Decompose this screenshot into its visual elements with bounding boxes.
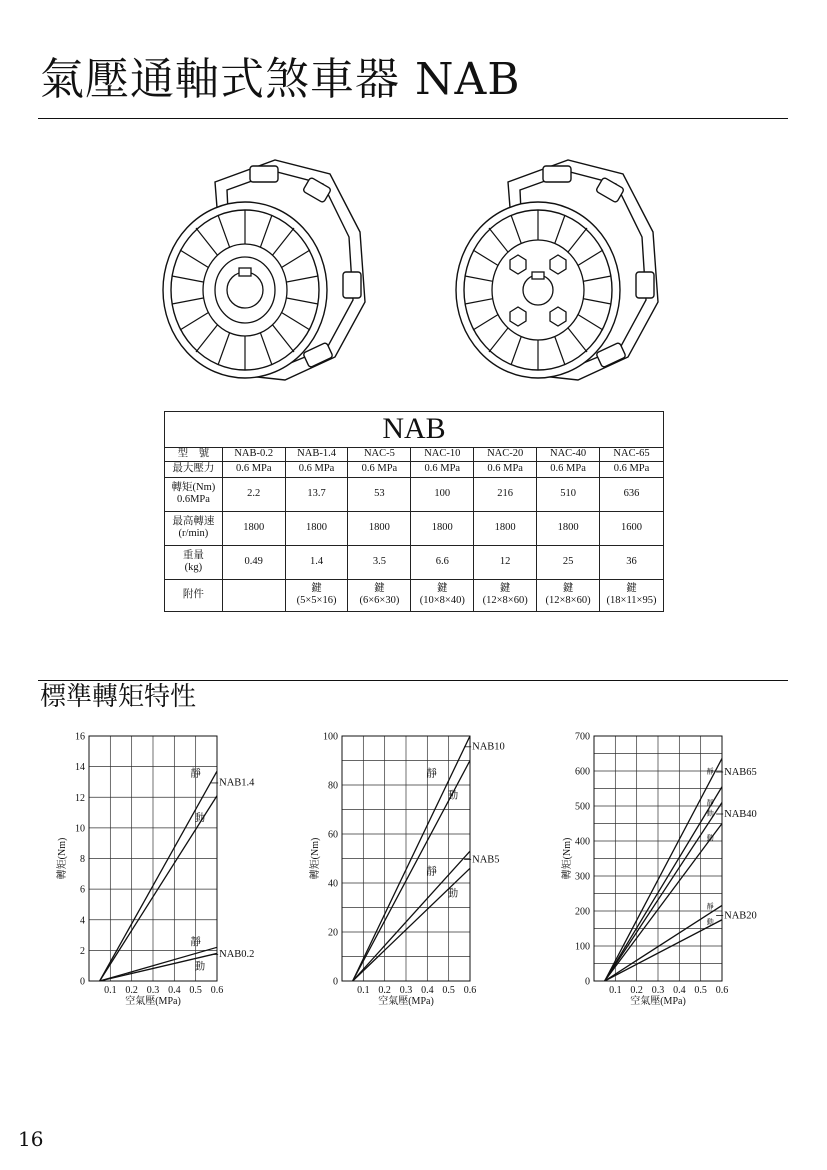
- spec-cell: [285, 461, 348, 477]
- page-number: 16: [18, 1127, 44, 1151]
- x-tick-label: 0.1: [357, 985, 370, 996]
- series-annotation: 靜: [706, 902, 714, 911]
- series-annotation: NAB20: [724, 910, 757, 922]
- spec-cell-value: 100: [434, 487, 451, 499]
- spec-cell: [411, 447, 474, 461]
- spec-cell-value: NAC-5: [363, 447, 395, 459]
- series-line: [100, 771, 217, 981]
- series-annotation: 動: [194, 961, 206, 973]
- x-tick-label: 0.2: [125, 985, 138, 996]
- series-annotation: 動: [706, 834, 714, 842]
- series-line: [605, 905, 722, 981]
- spec-row-label-sub: 0.6MPa: [176, 494, 210, 505]
- x-tick-label: 0.5: [442, 985, 455, 996]
- spec-cell-value: 13.7: [307, 487, 326, 499]
- spec-cell: [348, 461, 411, 477]
- series-line: [605, 758, 722, 981]
- spec-row-label: [165, 579, 223, 611]
- spec-cell-value: 0.6 MPa: [298, 462, 335, 474]
- spec-cell: [474, 545, 537, 579]
- spec-cell-value: 1.4: [309, 555, 324, 567]
- spec-cell: [411, 545, 474, 579]
- torque-chart-medium: [308, 728, 528, 1013]
- spec-cell: [537, 477, 600, 511]
- spec-cell-value: 510: [560, 487, 576, 499]
- spec-cell-value: 鍵: [626, 582, 637, 594]
- spec-cell-value: NAB-0.2: [234, 447, 274, 459]
- x-axis-label: 空氣壓(MPa): [630, 996, 686, 1007]
- y-axis-label: 轉矩(Nm): [57, 837, 68, 880]
- spec-cell-value: NAB-1.4: [297, 447, 336, 459]
- y-tick-label: 16: [75, 731, 85, 743]
- spec-row-label: [165, 545, 223, 579]
- spec-cell: [411, 461, 474, 477]
- spec-cell: [474, 579, 537, 611]
- series-line: [605, 920, 722, 981]
- spec-cell-value: 6.6: [435, 555, 449, 567]
- y-tick-label: 400: [575, 836, 590, 848]
- spec-cell-value: 鍵: [562, 582, 574, 594]
- spec-cell-value: 0.6 MPa: [613, 462, 650, 474]
- y-tick-label: 14: [75, 762, 85, 774]
- spec-cell: [348, 477, 411, 511]
- spec-cell-value: 0.6 MPa: [361, 462, 398, 474]
- spec-cell-value: NAC-65: [613, 447, 650, 459]
- spec-row: [165, 579, 664, 611]
- spec-cell-value: 鍵: [311, 582, 322, 594]
- spec-cell: [600, 461, 664, 477]
- spec-row-label-text: 轉矩(Nm): [171, 481, 216, 493]
- spec-cell: [600, 477, 664, 511]
- series-annotation: NAB5: [472, 854, 500, 866]
- series-annotation: 動: [447, 888, 459, 900]
- series-annotation: 靜: [190, 768, 201, 780]
- spec-cell: [411, 511, 474, 545]
- y-tick-label: 200: [575, 906, 590, 918]
- y-tick-label: 700: [575, 731, 590, 743]
- spec-cell: [222, 579, 285, 611]
- x-tick-label: 0.3: [146, 985, 160, 996]
- y-tick-label: 12: [75, 792, 85, 804]
- series-annotation: 動: [447, 790, 459, 802]
- spec-cell: [222, 511, 285, 545]
- series-annotation: NAB40: [724, 808, 757, 820]
- spec-cell-sub: (6×6×30): [359, 595, 400, 606]
- series-annotation: NAB65: [724, 766, 757, 778]
- brake-drawing-bolted: [448, 152, 668, 387]
- x-tick-label: 0.6: [463, 985, 477, 996]
- spec-cell-value: 636: [623, 487, 640, 499]
- spec-row: [165, 447, 664, 461]
- y-tick-label: 4: [80, 915, 85, 927]
- brake-drawing-keyed: [155, 152, 370, 387]
- spec-row-label-text: 最大壓力: [172, 462, 215, 474]
- spec-table: [164, 411, 664, 612]
- x-tick-label: 0.1: [609, 985, 622, 996]
- x-tick-label: 0.5: [189, 985, 202, 996]
- spec-cell: [411, 579, 474, 611]
- spec-row-label-text: 最高轉速: [172, 515, 215, 527]
- spec-cell-sub: (10×8×40): [419, 595, 465, 606]
- y-tick-label: 80: [328, 780, 338, 792]
- spec-cell: [285, 447, 348, 461]
- spec-cell: [222, 477, 285, 511]
- spec-cell-value: 1800: [243, 521, 265, 533]
- x-axis-label: 空氣壓(MPa): [125, 996, 181, 1007]
- spec-cell-value: 53: [374, 487, 385, 499]
- y-tick-label: 0: [80, 976, 85, 988]
- spec-cell: [474, 511, 537, 545]
- spec-cell-sub: (18×11×95): [606, 595, 657, 606]
- series-annotation: 動: [706, 809, 714, 818]
- spec-row-label-sub: (r/min): [178, 528, 209, 539]
- series-annotation: NAB10: [472, 741, 505, 753]
- spec-cell-value: 0.49: [244, 555, 263, 567]
- spec-cell-value: 1800: [557, 521, 579, 533]
- torque-chart-large: [560, 728, 790, 1013]
- spec-cell-value: 鍵: [499, 582, 511, 594]
- spec-cell: [537, 461, 600, 477]
- y-tick-label: 6: [80, 884, 85, 896]
- y-tick-label: 20: [328, 927, 338, 939]
- x-tick-label: 0.4: [421, 985, 434, 996]
- x-axis-label: 空氣壓(MPa): [378, 996, 434, 1007]
- y-axis-label: 轉矩(Nm): [310, 837, 321, 880]
- spec-cell-value: 216: [497, 487, 514, 499]
- x-tick-label: 0.4: [673, 985, 686, 996]
- spec-cell: [600, 511, 664, 545]
- spec-cell: [348, 579, 411, 611]
- spec-cell-value: 0.6 MPa: [487, 462, 523, 474]
- spec-cell-value: NAC-40: [549, 447, 587, 459]
- spec-cell: [348, 545, 411, 579]
- spec-cell: [285, 579, 348, 611]
- series-annotation: 靜: [706, 767, 714, 776]
- y-tick-label: 100: [323, 731, 338, 743]
- spec-row-label-text: 型 號: [177, 447, 210, 459]
- spec-cell-sub: (12×8×60): [545, 595, 591, 606]
- spec-cell: [222, 545, 285, 579]
- spec-cell: [285, 477, 348, 511]
- spec-row: [165, 511, 664, 545]
- spec-cell-sub: (5×5×16): [296, 595, 337, 606]
- spec-cell-value: 1600: [621, 521, 642, 533]
- series-annotation: 動: [706, 918, 714, 926]
- spec-cell-value: 鍵: [374, 582, 385, 594]
- y-tick-label: 2: [80, 945, 85, 957]
- section-rule: [38, 680, 788, 681]
- spec-cell: [600, 447, 664, 461]
- y-tick-label: 500: [575, 801, 590, 813]
- spec-cell: [537, 545, 600, 579]
- spec-row: [165, 477, 664, 511]
- series-annotation: NAB1.4: [219, 777, 255, 789]
- x-tick-label: 0.3: [651, 985, 665, 996]
- spec-cell: [600, 545, 664, 579]
- spec-cell: [600, 579, 664, 611]
- y-tick-label: 0: [585, 976, 590, 988]
- spec-row-label: [165, 511, 223, 545]
- y-tick-label: 8: [80, 854, 85, 865]
- spec-cell: [222, 461, 285, 477]
- spec-cell: [411, 477, 474, 511]
- series-annotation: 動: [194, 812, 206, 824]
- spec-cell: [537, 511, 600, 545]
- spec-cell-value: 0.6 MPa: [235, 462, 272, 474]
- spec-cell-value: 1800: [494, 521, 516, 533]
- spec-cell: [348, 447, 411, 461]
- x-tick-label: 0.6: [715, 985, 729, 996]
- x-tick-label: 0.4: [168, 985, 181, 996]
- spec-cell-value: 12: [499, 555, 511, 567]
- spec-row: [165, 545, 664, 579]
- spec-cell: [474, 461, 537, 477]
- y-tick-label: 300: [575, 871, 590, 883]
- spec-cell-value: 1800: [431, 521, 453, 533]
- spec-cell-value: NAC-10: [424, 447, 461, 459]
- spec-cell-value: 1800: [306, 521, 328, 533]
- spec-cell: [285, 511, 348, 545]
- spec-cell: [474, 477, 537, 511]
- spec-cell-value: 鍵: [437, 582, 448, 594]
- spec-cell-value: 1800: [368, 521, 390, 533]
- spec-cell-value: 36: [626, 555, 637, 567]
- x-tick-label: 0.5: [694, 985, 707, 996]
- series-annotation: 靜: [706, 799, 714, 807]
- y-tick-label: 60: [328, 829, 338, 841]
- x-tick-label: 0.6: [210, 985, 224, 996]
- torque-chart-small: [55, 728, 270, 1013]
- section-title: 標準轉矩特性: [40, 682, 197, 712]
- page-title: 氣壓通軸式煞車器 NAB: [40, 54, 521, 105]
- spec-cell-value: 25: [562, 555, 574, 567]
- spec-row-label: [165, 447, 223, 461]
- spec-table-header: NAB: [165, 412, 664, 448]
- y-tick-label: 10: [75, 823, 85, 835]
- spec-cell: [474, 447, 537, 461]
- spec-cell-sub: (12×8×60): [482, 595, 528, 606]
- y-tick-label: 100: [575, 941, 590, 953]
- series-annotation: NAB0.2: [219, 949, 255, 961]
- x-tick-label: 0.3: [399, 985, 413, 996]
- title-underline: [38, 118, 788, 119]
- spec-cell-value: 3.5: [372, 555, 386, 567]
- series-line: [605, 824, 722, 982]
- y-tick-label: 0: [333, 976, 338, 988]
- series-annotation: 靜: [426, 866, 437, 878]
- spec-cell: [537, 579, 600, 611]
- spec-cell: [537, 447, 600, 461]
- spec-cell-value: NAC-20: [487, 447, 524, 459]
- spec-cell-value: 2.2: [247, 487, 261, 499]
- spec-row-label-text: 附件: [182, 588, 204, 600]
- spec-cell: [348, 511, 411, 545]
- x-tick-label: 0.1: [104, 985, 117, 996]
- series-line: [353, 868, 470, 981]
- x-tick-label: 0.2: [630, 985, 643, 996]
- spec-row-label-text: 重量: [182, 549, 204, 561]
- spec-cell: [285, 545, 348, 579]
- spec-row-label: [165, 461, 223, 477]
- x-tick-label: 0.2: [378, 985, 391, 996]
- spec-row-label-sub: (kg): [184, 562, 203, 573]
- spec-row-label: [165, 477, 223, 511]
- spec-cell-value: 0.6 MPa: [424, 462, 461, 474]
- series-line: [605, 803, 722, 982]
- spec-row: [165, 461, 664, 477]
- y-tick-label: 40: [328, 878, 338, 890]
- y-tick-label: 600: [575, 766, 590, 778]
- series-annotation: 靜: [190, 936, 201, 948]
- series-line: [605, 787, 722, 981]
- series-annotation: 靜: [426, 768, 437, 780]
- y-axis-label: 轉矩(Nm): [562, 837, 573, 880]
- spec-cell: [222, 447, 285, 461]
- spec-cell-value: 0.6 MPa: [550, 462, 586, 474]
